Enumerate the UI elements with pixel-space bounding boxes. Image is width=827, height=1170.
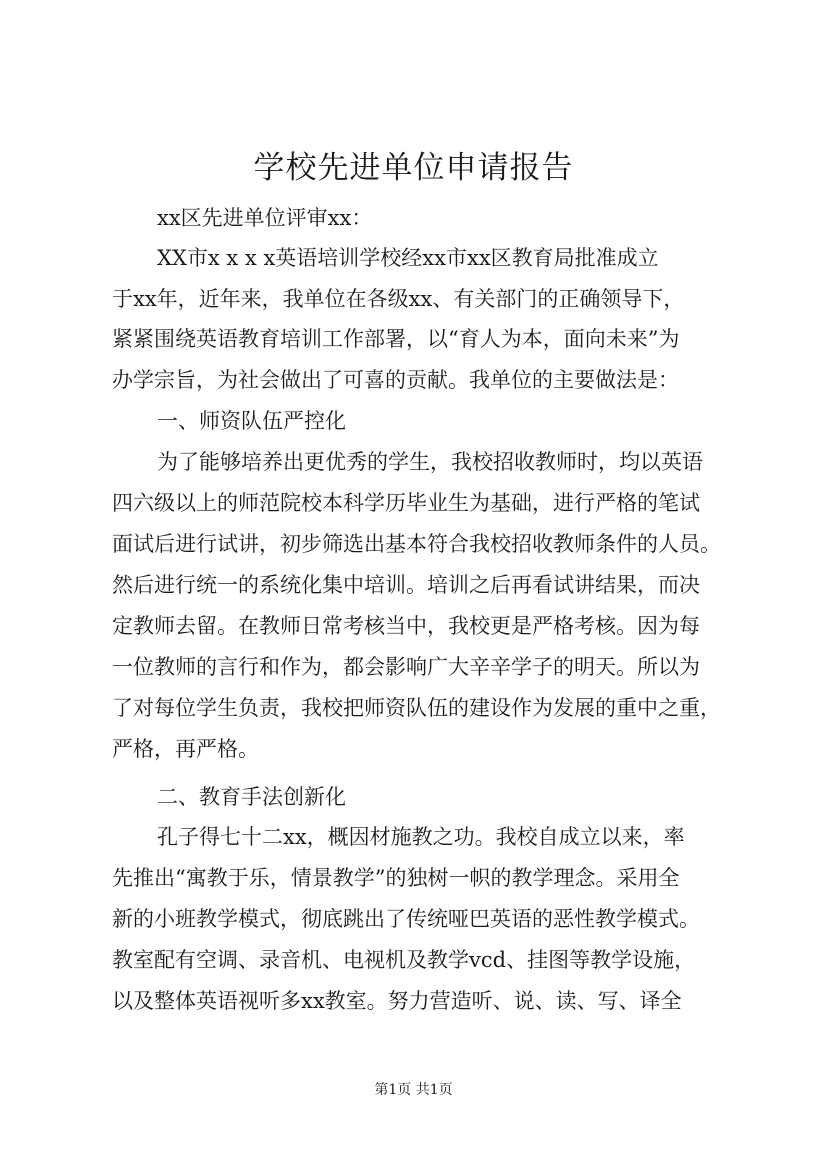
body-line: 面试后进行试讲，初步筛选出基本符合我校招收教师条件的人员。: [112, 532, 721, 556]
body-line: 一位教师的言行和作为，都会影响广大辛辛学子的明天。所以为: [112, 655, 700, 679]
body-line: 新的小班教学模式，彻底跳出了传统哑巴英语的恶性教学模式。: [112, 907, 700, 931]
body-line: 办学宗旨，为社会做出了可喜的贡献。我单位的主要做法是：: [112, 368, 679, 392]
body-line: 紧紧围绕英语教育培训工作部署，以“育人为本，面向未来”为: [112, 327, 680, 351]
body-line: 严格，再严格。: [112, 737, 259, 761]
body-line: 然后进行统一的系统化集中培训。培训之后再看试讲结果，而决: [112, 573, 700, 597]
body-line: 定教师去留。在教师日常考核当中，我校更是严格考核。因为每: [112, 614, 700, 638]
body-line: 先推出“寓教于乐，情景教学”的独树一帜的教学理念。采用全: [112, 866, 680, 890]
section-heading: 二、教育手法创新化: [157, 785, 346, 809]
salutation: xx区先进单位评审xx：: [157, 206, 373, 230]
body-line: 于xx年，近年来，我单位在各级xx、有关部门的正确领导下，: [112, 287, 685, 311]
section-heading: 一、师资队伍严控化: [157, 409, 346, 433]
body-line: XX市x x x x英语培训学校经xx市xx区教育局批准成立: [157, 246, 659, 270]
body-line: 孔子得七十二xx，概因材施教之功。我校自成立以来，率: [157, 825, 685, 849]
body-line: 了对每位学生负责，我校把师资队伍的建设作为发展的重中之重，: [112, 696, 721, 720]
body-line: 以及整体英语视听多xx教室。努力营造听、说、读、写、译全: [112, 989, 682, 1013]
body-line: 为了能够培养出更优秀的学生，我校招收教师时，均以英语: [157, 450, 703, 474]
document-title: 学校先进单位申请报告: [253, 150, 574, 186]
body-line: 四六级以上的师范院校本科学历毕业生为基础，进行严格的笔试: [112, 491, 700, 515]
page-number-footer: 第1页 共1页: [374, 1082, 453, 1098]
body-line: 教室配有空调、录音机、电视机及教学vcd、挂图等教学设施，: [112, 948, 696, 972]
